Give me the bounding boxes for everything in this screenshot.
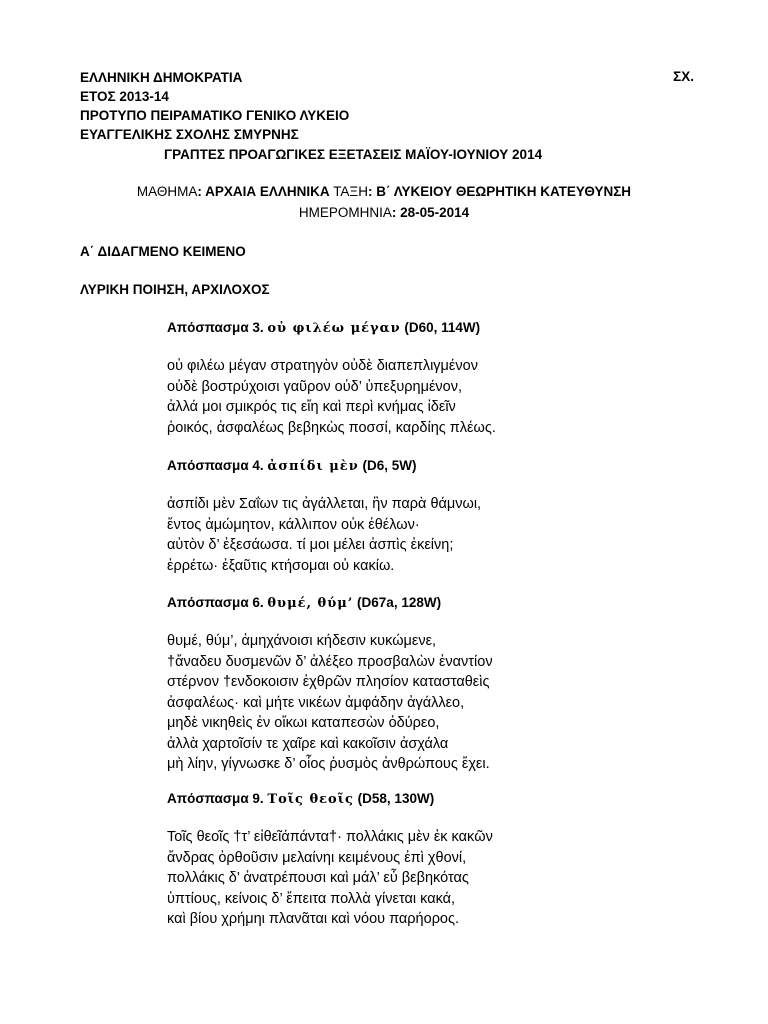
header-year: ΕΤΟΣ 2013-14 — [80, 89, 169, 104]
section-a-title: Α΄ ΔΙΔΑΓΜΕΝΟ ΚΕΙΜΕΝΟ — [80, 244, 246, 259]
fragment-incipit: οὐ φιλέω μέγαν — [267, 321, 401, 336]
fragment-verses — [167, 356, 496, 438]
verse-line: ὑπτίους, κείνοις δ’ ἔπειτα πολλὰ γίνεται κακά, — [167, 890, 456, 907]
fragment-label: Απόσπασμα 4. — [167, 458, 268, 473]
verse-line: καὶ βίου χρήμηι πλανᾶται καὶ νόου παρήορος. — [167, 911, 460, 927]
verse-line: πολλάκις δ’ ἀνατρέπουσι καὶ μάλ’ εὖ βεβηκότας — [167, 870, 469, 886]
verse-line: ἐρρέτω· ἐξαῦτις κτήσομαι οὐ κακίω. — [167, 557, 395, 574]
class-value: Β΄ ΛΥΚΕΙΟΥ ΘΕΩΡΗΤΙΚΗ ΚΑΤΕΥΘΥΝΣΗ — [376, 184, 632, 199]
verse-line: ἔντος ἀμώμητον, κάλλιπον οὐκ ἐθέλων· — [167, 516, 420, 533]
header-school-name: ΕΥΑΓΓΕΛΙΚΗΣ ΣΧΟΛΗΣ ΣΜΥΡΝΗΣ — [80, 127, 299, 142]
verse-line: ῥοικός, ἀσφαλέως βεβηκὼς ποσσί, καρδίης πλέως. — [167, 419, 496, 436]
verse-line: στέρνον †ενδοκοισιν ἐχθρῶν πλησίον κατασταθεὶς — [167, 674, 490, 690]
subject-value: ΑΡΧΑΙΑ ΕΛΛΗΝΙΚΑ — [205, 184, 330, 199]
fragment-label: Απόσπασμα 9. — [167, 791, 268, 806]
date-line: ΗΜΕΡΟΜΗΝΙΑ: 28-05-2014 — [298, 205, 470, 220]
verse-line: ἄνδρας ὀρθοῦσιν μελαίνηι κειμένους ἐπὶ χθονί, — [167, 849, 467, 866]
subject-label: ΜΑΘΗΜΑ — [136, 184, 198, 199]
verse-line: αὐτὸν δ’ ἐξεσάωσα. τί μοι μέλει ἀσπὶς ἐκείνη; — [167, 537, 454, 553]
fragment-label: Απόσπασμα 3. — [167, 320, 268, 335]
fragment-title — [167, 595, 441, 611]
fragment-reference: (D58, 130W) — [353, 791, 435, 806]
fragment-incipit: ἀσπίδι μὲν — [267, 459, 359, 474]
verse-line: ἀλλὰ χαρτοῖσίν τε χαῖρε καὶ κακοῖσιν ἀσχάλα — [167, 735, 449, 752]
fragment-label: Απόσπασμα 6. — [167, 595, 268, 610]
verse-line: †ἄναδευ δυσμενῶν δ’ ἀλέξεο προσβαλὼν ἐναντίον — [167, 653, 493, 670]
fragment-verses — [167, 827, 493, 930]
verse-line: ἀσπίδι μὲν Σαΐων τις ἀγάλλεται, ἣν παρὰ θάμνωι, — [167, 496, 482, 512]
verse-line: μηδὲ νικηθεὶς ἐν οἴκωι καταπεσὼν ὀδύρεο, — [167, 715, 440, 731]
fragment-reference: (D67a, 128W) — [353, 595, 442, 610]
verse-line: οὐ φιλέω μέγαν στρατηγὸν οὐδὲ διαπεπλιγμένον — [167, 358, 478, 374]
verse-line: θυμέ, θύμ’, ἀμηχάνοισι κήδεσιν κυκώμενε, — [167, 633, 437, 649]
fragment-verses — [167, 494, 481, 576]
date-value: 28-05-2014 — [400, 205, 470, 220]
header-school: ΠΡΟΤΥΠΟ ΠΕΙΡΑΜΑΤΙΚΟ ΓΕΝΙΚΟ ΛΥΚΕΙΟ — [80, 108, 350, 123]
fragment-incipit: Τοῖς θεοῖς — [267, 792, 354, 807]
verse-line: Τοῖς θεοῖς †τ’ εἰθεῖάπάντα†· πολλάκις μὲν ἐκ κακῶν — [167, 829, 493, 845]
fragment-verses — [167, 631, 493, 775]
fragment-incipit: θυμέ, θύμ’ — [267, 596, 354, 611]
header-republic: ΕΛΛΗΝΙΚΗ ΔΗΜΟΚΡΑΤΙΑ — [80, 70, 243, 85]
fragment-title — [167, 320, 480, 336]
header-class-abbr: ΣΧ. — [673, 69, 694, 84]
subject-line: ΜΑΘΗΜΑ: ΑΡΧΑΙΑ ΕΛΛΗΝΙΚΑ ΤΑΞΗ: Β΄ ΛΥΚΕΙΟΥ ΘΕΩΡΗΤΙΚΗ ΚΑΤΕΥΘΥΝΣΗ — [136, 184, 632, 199]
fragment-title — [167, 458, 416, 474]
verse-line: μὴ λίην, γίγνωσκε δ’ οἷος ῥυσμὸς ἀνθρώπους ἔχει. — [167, 756, 490, 772]
fragment-reference: (D60, 114W) — [400, 320, 481, 335]
section-subtitle: ΛΥΡΙΚΗ ΠΟΙΗΣΗ, ΑΡΧΙΛΟΧΟΣ — [80, 282, 270, 297]
exam-title: ΓΡΑΠΤΕΣ ΠΡΟΑΓΩΓΙΚΕΣ ΕΞΕΤΑΣΕΙΣ ΜΑΪΟΥ-ΙΟΥΝΙΟΥ 2014 — [164, 147, 543, 162]
fragment-title — [167, 791, 434, 807]
verse-line: ἀσφαλέως· καὶ μήτε νικέων ἀμφάδην ἀγάλλεο, — [167, 694, 465, 711]
verse-line: οὐδὲ βοστρύχοισι γαῦρον οὐδ’ ὑπεξυρημένον, — [167, 378, 462, 395]
date-label: ΗΜΕΡΟΜΗΝΙΑ — [298, 205, 392, 220]
fragment-reference: (D6, 5W) — [358, 458, 417, 473]
class-label: ΤΑΞΗ — [333, 184, 368, 199]
verse-line: ἀλλά μοι σμικρός τις εἴη καὶ περὶ κνήμας ἰδεῖν — [167, 399, 456, 415]
